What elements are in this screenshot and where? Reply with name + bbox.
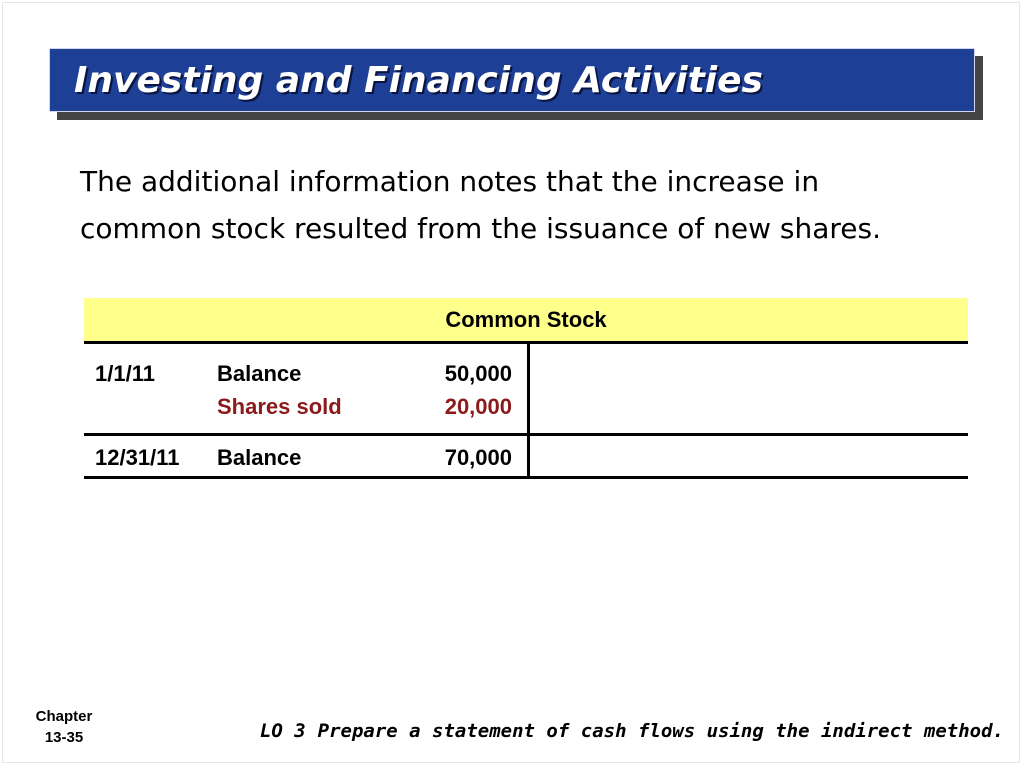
entry-date: 1/1/11 (95, 361, 155, 386)
ending-date: 12/31/11 (95, 445, 180, 470)
entry-description: Balance (217, 361, 302, 386)
t-account-header (84, 298, 968, 342)
chapter-label (14, 706, 114, 748)
chapter-number: 13-35 (44, 729, 84, 746)
ending-description: Balance (217, 445, 302, 470)
lo-label: LO 3 (259, 720, 306, 742)
intro-line-1: The additional information notes that the increase in (80, 165, 820, 198)
intro-text (80, 158, 1000, 252)
ending-amount: 70,000 (444, 445, 512, 470)
t-account-title: Common Stock (445, 307, 607, 332)
t-account-top-rule (84, 341, 968, 344)
lo-text: Prepare a statement of cash flows using the indirect method. (317, 720, 1004, 742)
slide-title: Investing and Financing Activities (74, 59, 763, 101)
chapter-text: Chapter (35, 708, 93, 725)
learning-objective (260, 720, 1004, 742)
entry-amount-highlight: 20,000 (444, 394, 512, 419)
title-bar (49, 48, 975, 112)
entry-description-highlight: Shares sold (217, 394, 342, 419)
t-account-center-rule (527, 341, 530, 479)
entry-amount: 50,000 (444, 361, 512, 386)
intro-line-2: common stock resulted from the issuance of new shares. (80, 212, 881, 245)
t-account-total-rule (84, 433, 968, 436)
t-account-bottom-rule (84, 476, 968, 479)
